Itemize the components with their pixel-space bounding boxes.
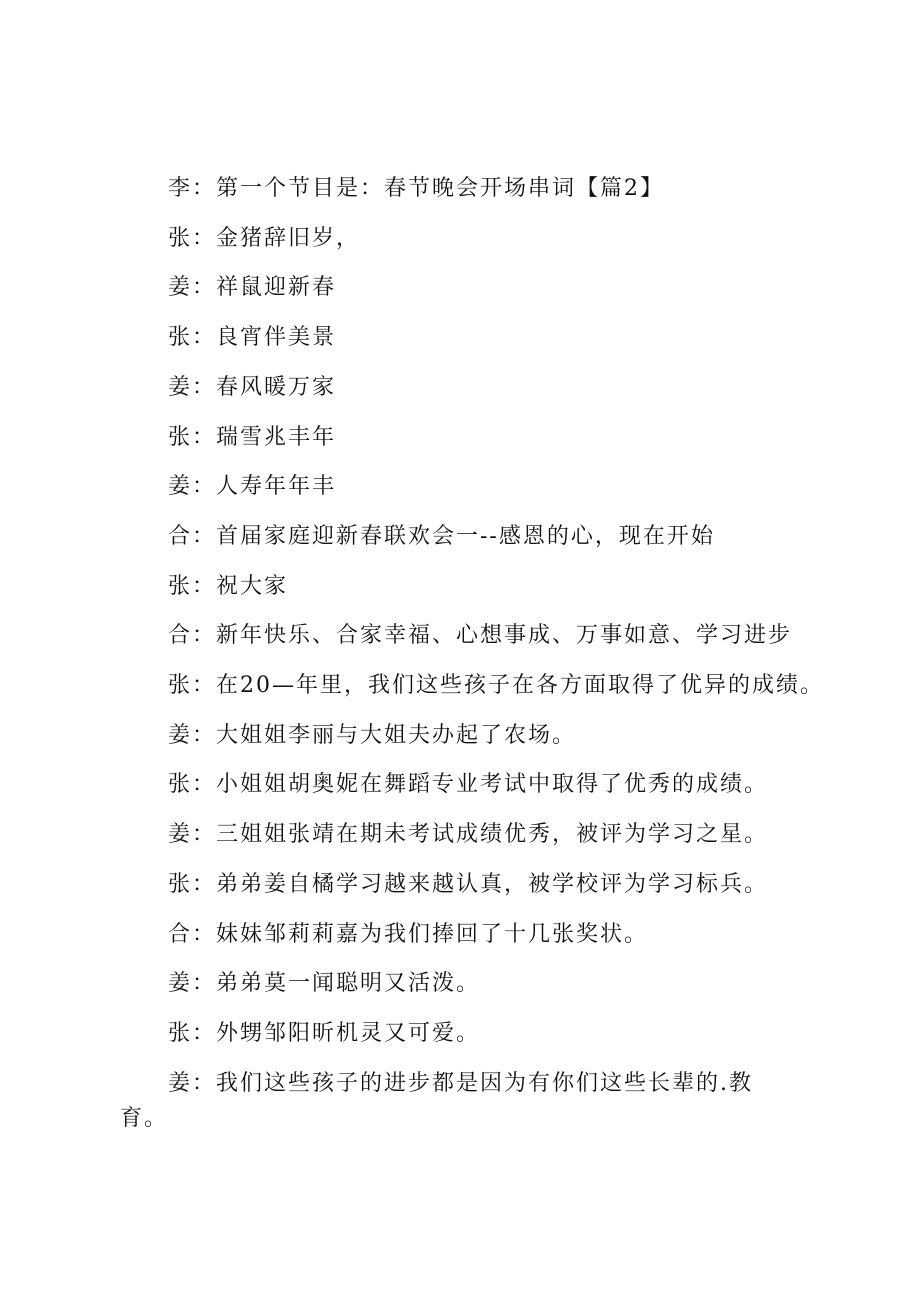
dialogue-line-last-part2: 育。 [120,1105,169,1131]
dialogue-line: 张：小姐姐胡奥妮在舞蹈专业考试中取得了优秀的成绩。 [168,772,769,798]
dialogue-line: 李：第一个节目是：春节晚会开场串词【篇2】 [168,176,664,201]
dialogue-line: 张：良宵伴美景 [168,325,337,351]
dialogue-line: 张：在20—年里，我们这些孩子在各方面取得了优异的成绩。 [168,673,824,699]
dialogue-line: 合：妹妹邹莉莉嘉为我们捧回了十几张奖状。 [168,921,649,947]
dialogue-line: 姜：弟弟莫一闻聪明又活泼。 [168,971,481,997]
dialogue-line: 合：首届家庭迎新春联欢会一--感恩的心，现在开始 [168,523,715,549]
dialogue-line-last-part1: 姜：我们这些孩子的进步都是因为有你们这些长辈的.教 [168,1070,753,1096]
dialogue-line: 张：金猪辞旧岁， [168,225,361,251]
dialogue-line: 姜：三姐姐张靖在期未考试成绩优秀，被评为学习之星。 [168,822,769,848]
dialogue-line: 姜：大姐姐李丽与大姐夫办起了农场。 [168,722,577,748]
dialogue-line: 张：弟弟姜自橘学习越来越认真，被学校评为学习标兵。 [168,871,769,897]
dialogue-line: 张：外甥邹阳昕机灵又可爱。 [168,1020,481,1046]
dialogue-line-last [120,1066,800,1136]
dialogue-line: 张：祝大家 [168,573,289,599]
dialogue-line: 张：瑞雪兆丰年 [168,424,337,450]
dialogue-line: 姜：春风暖万家 [168,374,337,400]
dialogue-line: 姜：人寿年年丰 [168,474,337,500]
document-body [120,164,824,1136]
dialogue-line: 合：新年快乐、合家幸福、心想事成、万事如意、学习进步 [168,623,793,649]
dialogue-line: 姜：祥鼠迎新春 [168,275,337,301]
